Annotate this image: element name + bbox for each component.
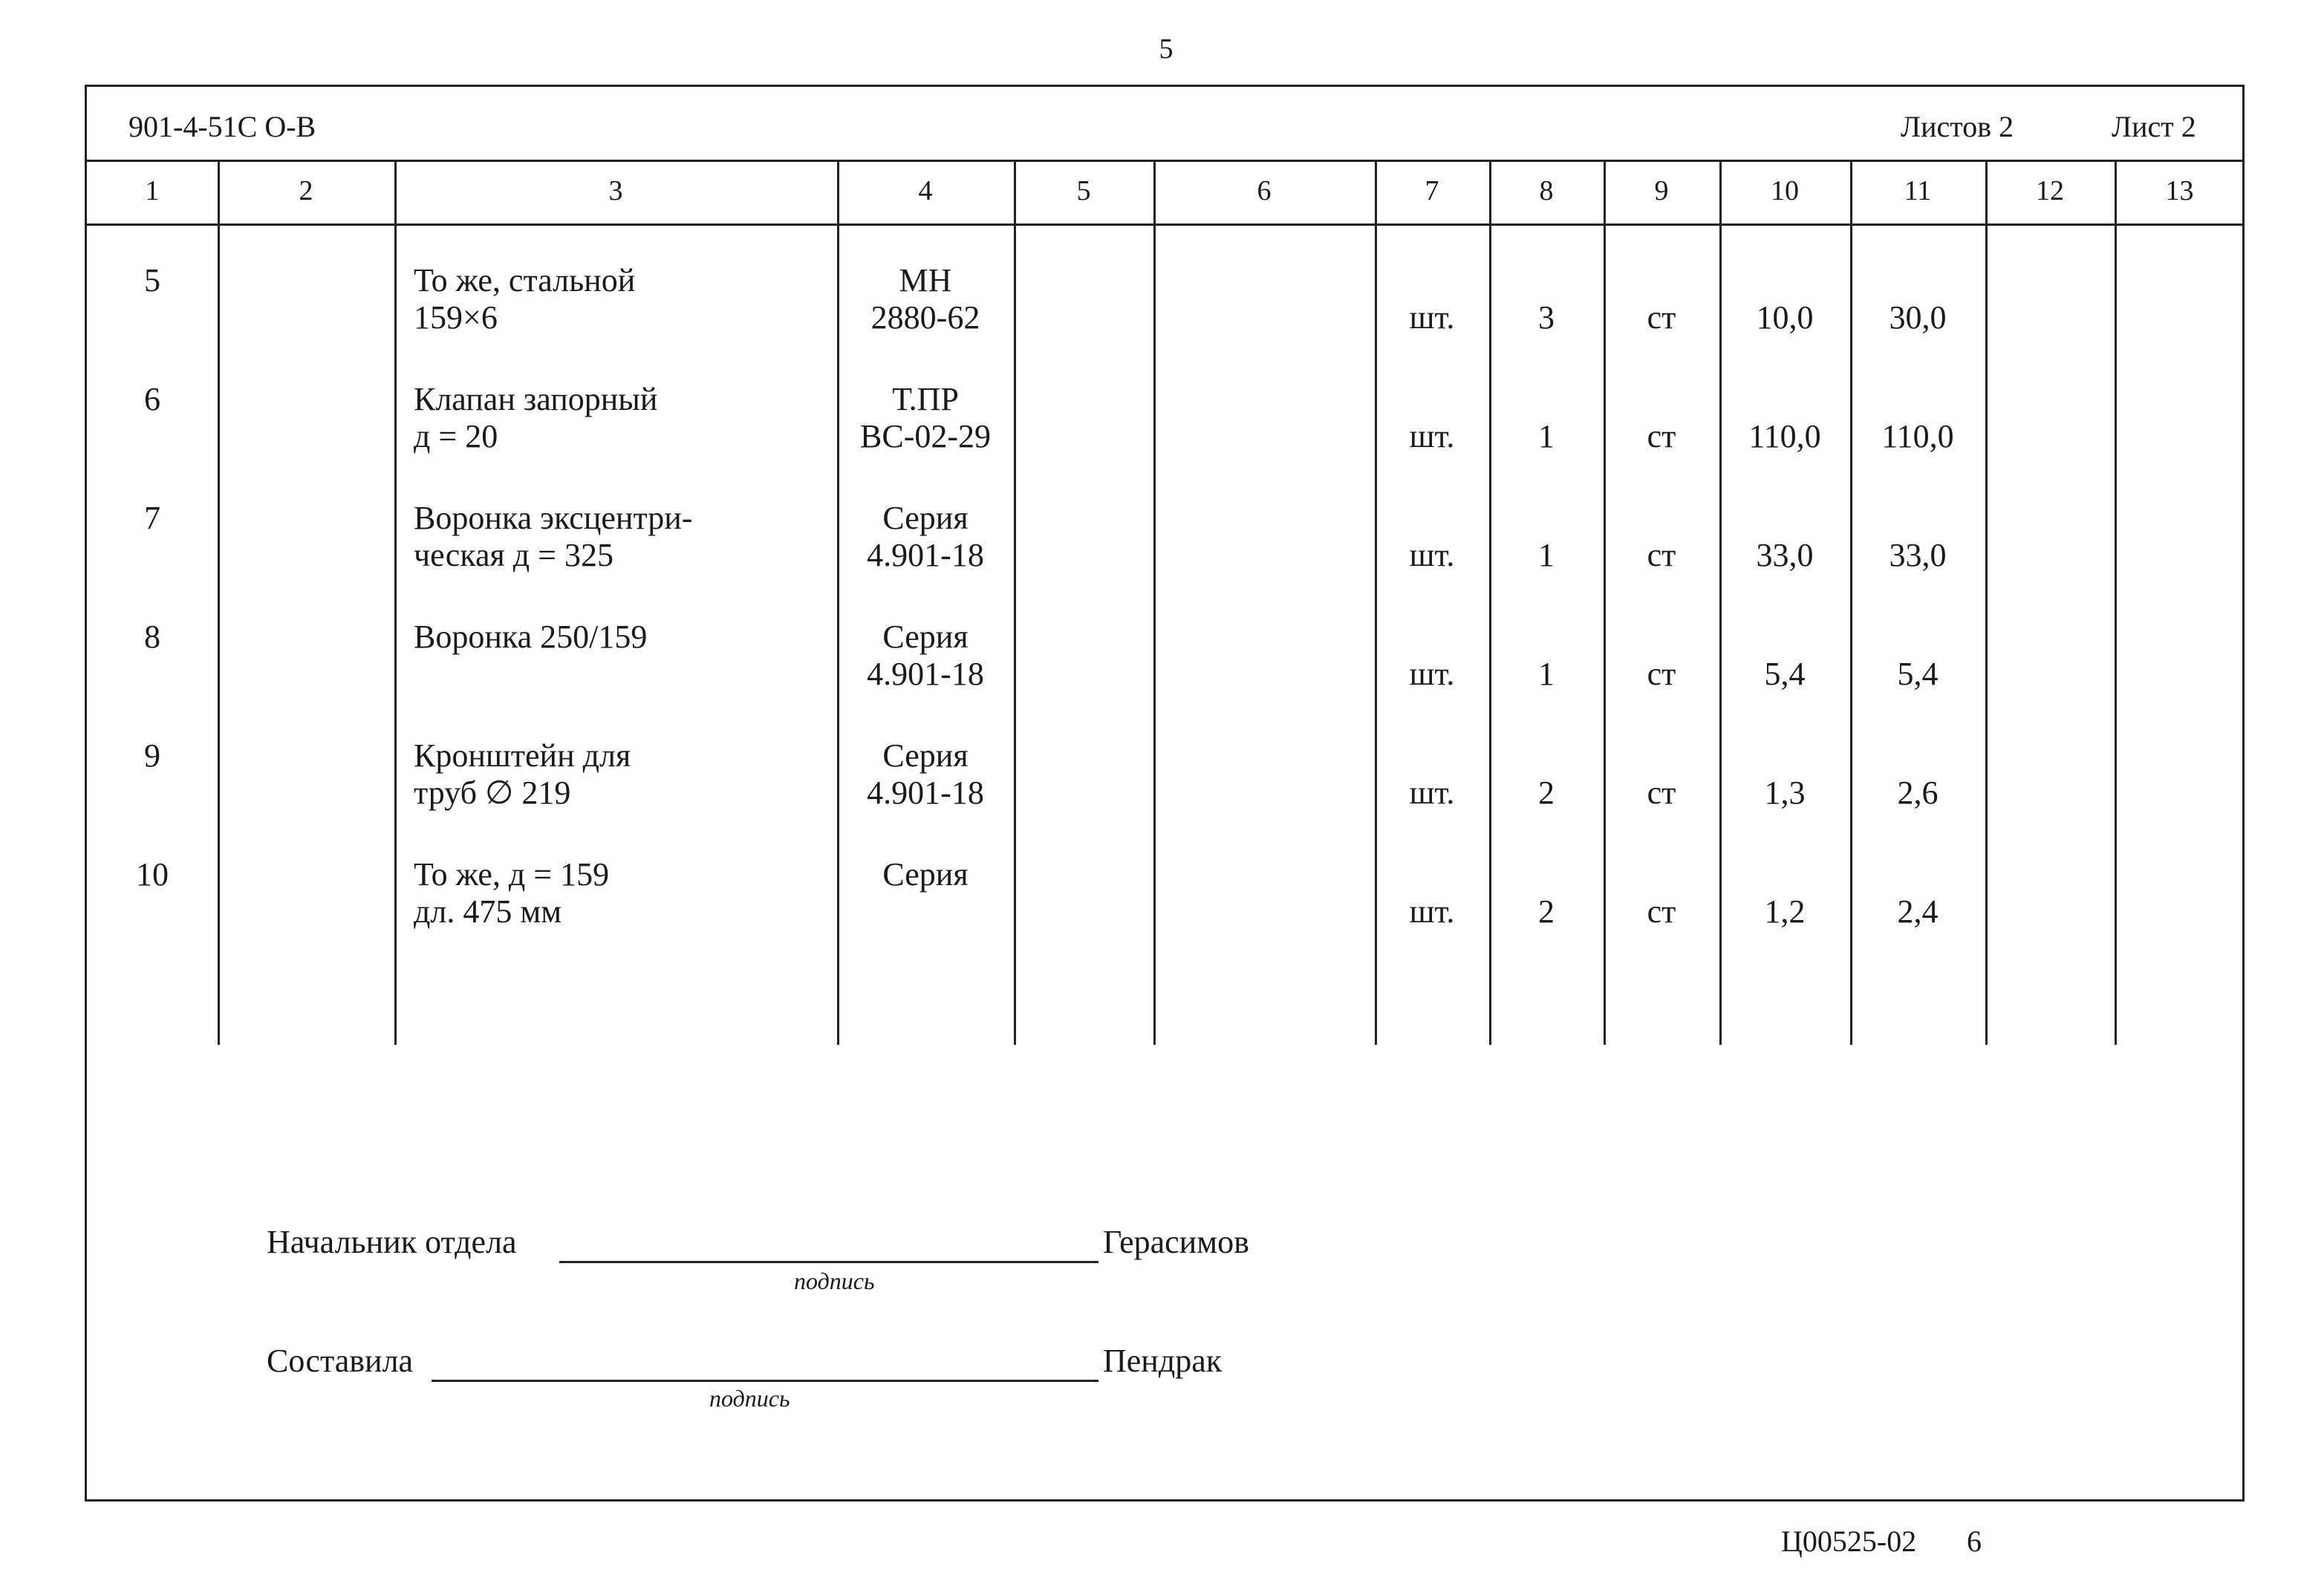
row-number: 6: [144, 381, 160, 417]
column-divider: [1014, 160, 1016, 1045]
row-number: 10: [136, 856, 169, 893]
signature-role-2: Составила: [267, 1343, 414, 1379]
unit-mass: 1,2: [1764, 893, 1806, 930]
material: ст: [1647, 656, 1676, 692]
row-number: 5: [144, 262, 160, 299]
item-name-line2: труб ∅ 219: [414, 775, 571, 811]
unit-mass: 10,0: [1756, 299, 1814, 336]
unit-mass: 33,0: [1756, 537, 1814, 573]
sheets-total: Листов 2: [1901, 110, 2014, 143]
material: ст: [1647, 299, 1676, 336]
column-number: 11: [1904, 175, 1932, 206]
signature-name-1: Герасимов: [1103, 1224, 1249, 1260]
sheet-number: Лист 2: [2112, 110, 2196, 143]
column-header-divider: [87, 224, 2242, 226]
unit: шт.: [1409, 537, 1455, 573]
total-mass: 110,0: [1881, 418, 1954, 454]
total-mass: 30,0: [1889, 299, 1947, 336]
reference-doc-line2: 4.901-18: [867, 537, 984, 573]
signature-line-1: [559, 1261, 1098, 1263]
item-name-line2: ческая д = 325: [414, 537, 613, 573]
unit-mass: 1,3: [1764, 775, 1806, 811]
signature-name-2: Пендрак: [1103, 1343, 1223, 1379]
reference-doc: Серия: [882, 737, 969, 774]
quantity: 1: [1538, 537, 1555, 573]
unit-mass: 5,4: [1764, 656, 1806, 692]
column-number: 1: [145, 175, 160, 206]
column-number: 10: [1771, 175, 1799, 206]
unit: шт.: [1409, 893, 1455, 930]
column-number: 12: [2036, 175, 2064, 206]
unit-mass: 110,0: [1748, 418, 1821, 454]
reference-doc: Серия: [882, 856, 969, 893]
reference-doc-line2: 2880-62: [870, 299, 980, 336]
header-divider: [87, 160, 2242, 162]
quantity: 1: [1538, 418, 1555, 454]
reference-doc: Серия: [882, 619, 969, 655]
signature-role-1: Начальник отдела: [267, 1224, 517, 1260]
unit: шт.: [1409, 418, 1455, 454]
quantity: 1: [1538, 656, 1555, 692]
row-number: 7: [144, 500, 160, 536]
item-name: То же, стальной: [414, 262, 636, 299]
item-name-line2: дл. 475 мм: [414, 893, 562, 930]
item-name: Кронштейн для: [414, 737, 631, 774]
footer-code: Ц00525-02: [1781, 1525, 1917, 1558]
unit: шт.: [1409, 656, 1455, 692]
material: ст: [1647, 537, 1676, 573]
reference-doc-line2: 4.901-18: [867, 775, 984, 811]
signature-caption-1: подпись: [794, 1268, 875, 1294]
reference-doc: Серия: [882, 500, 969, 536]
column-number: 2: [299, 175, 313, 206]
signature-line-2: [432, 1380, 1098, 1382]
reference-doc-line2: ВС-02-29: [860, 418, 991, 454]
material: ст: [1647, 893, 1676, 930]
quantity: 3: [1538, 299, 1555, 336]
reference-doc: Т.ПР: [892, 381, 959, 417]
column-number: 3: [608, 175, 623, 206]
doc-code: 901-4-51С О-В: [128, 110, 316, 143]
item-name: Воронка 250/159: [414, 619, 648, 655]
item-name: Воронка эксцентри-: [414, 500, 693, 536]
item-name: Клапан запорный: [414, 381, 658, 417]
column-number: 6: [1257, 175, 1272, 206]
row-number: 9: [144, 737, 160, 774]
reference-doc: МН: [899, 262, 952, 299]
column-divider: [1985, 160, 1988, 1045]
column-divider: [2115, 160, 2117, 1045]
item-name-line2: д = 20: [414, 418, 498, 454]
column-divider: [394, 160, 397, 1045]
total-mass: 2,6: [1897, 775, 1939, 811]
column-number: 7: [1425, 175, 1439, 206]
page-number: 5: [1159, 33, 1174, 65]
total-mass: 33,0: [1889, 537, 1947, 573]
quantity: 2: [1538, 893, 1555, 930]
unit: шт.: [1409, 775, 1455, 811]
material: ст: [1647, 775, 1676, 811]
total-mass: 5,4: [1897, 656, 1939, 692]
reference-doc-line2: 4.901-18: [867, 656, 984, 692]
footer-page: 6: [1967, 1525, 1982, 1558]
column-number: 5: [1076, 175, 1091, 206]
column-divider: [218, 160, 220, 1045]
column-number: 8: [1539, 175, 1554, 206]
signature-caption-2: подпись: [709, 1385, 790, 1412]
material: ст: [1647, 418, 1676, 454]
spec-sheet: [85, 85, 2245, 1502]
quantity: 2: [1538, 775, 1555, 811]
column-number: 13: [2165, 175, 2194, 206]
unit: шт.: [1409, 299, 1455, 336]
item-name-line2: 159×6: [414, 299, 498, 336]
column-number: 9: [1654, 175, 1669, 206]
column-number: 4: [918, 175, 933, 206]
row-number: 8: [144, 619, 160, 655]
column-divider: [1153, 160, 1156, 1045]
total-mass: 2,4: [1897, 893, 1939, 930]
item-name: То же, д = 159: [414, 856, 610, 893]
